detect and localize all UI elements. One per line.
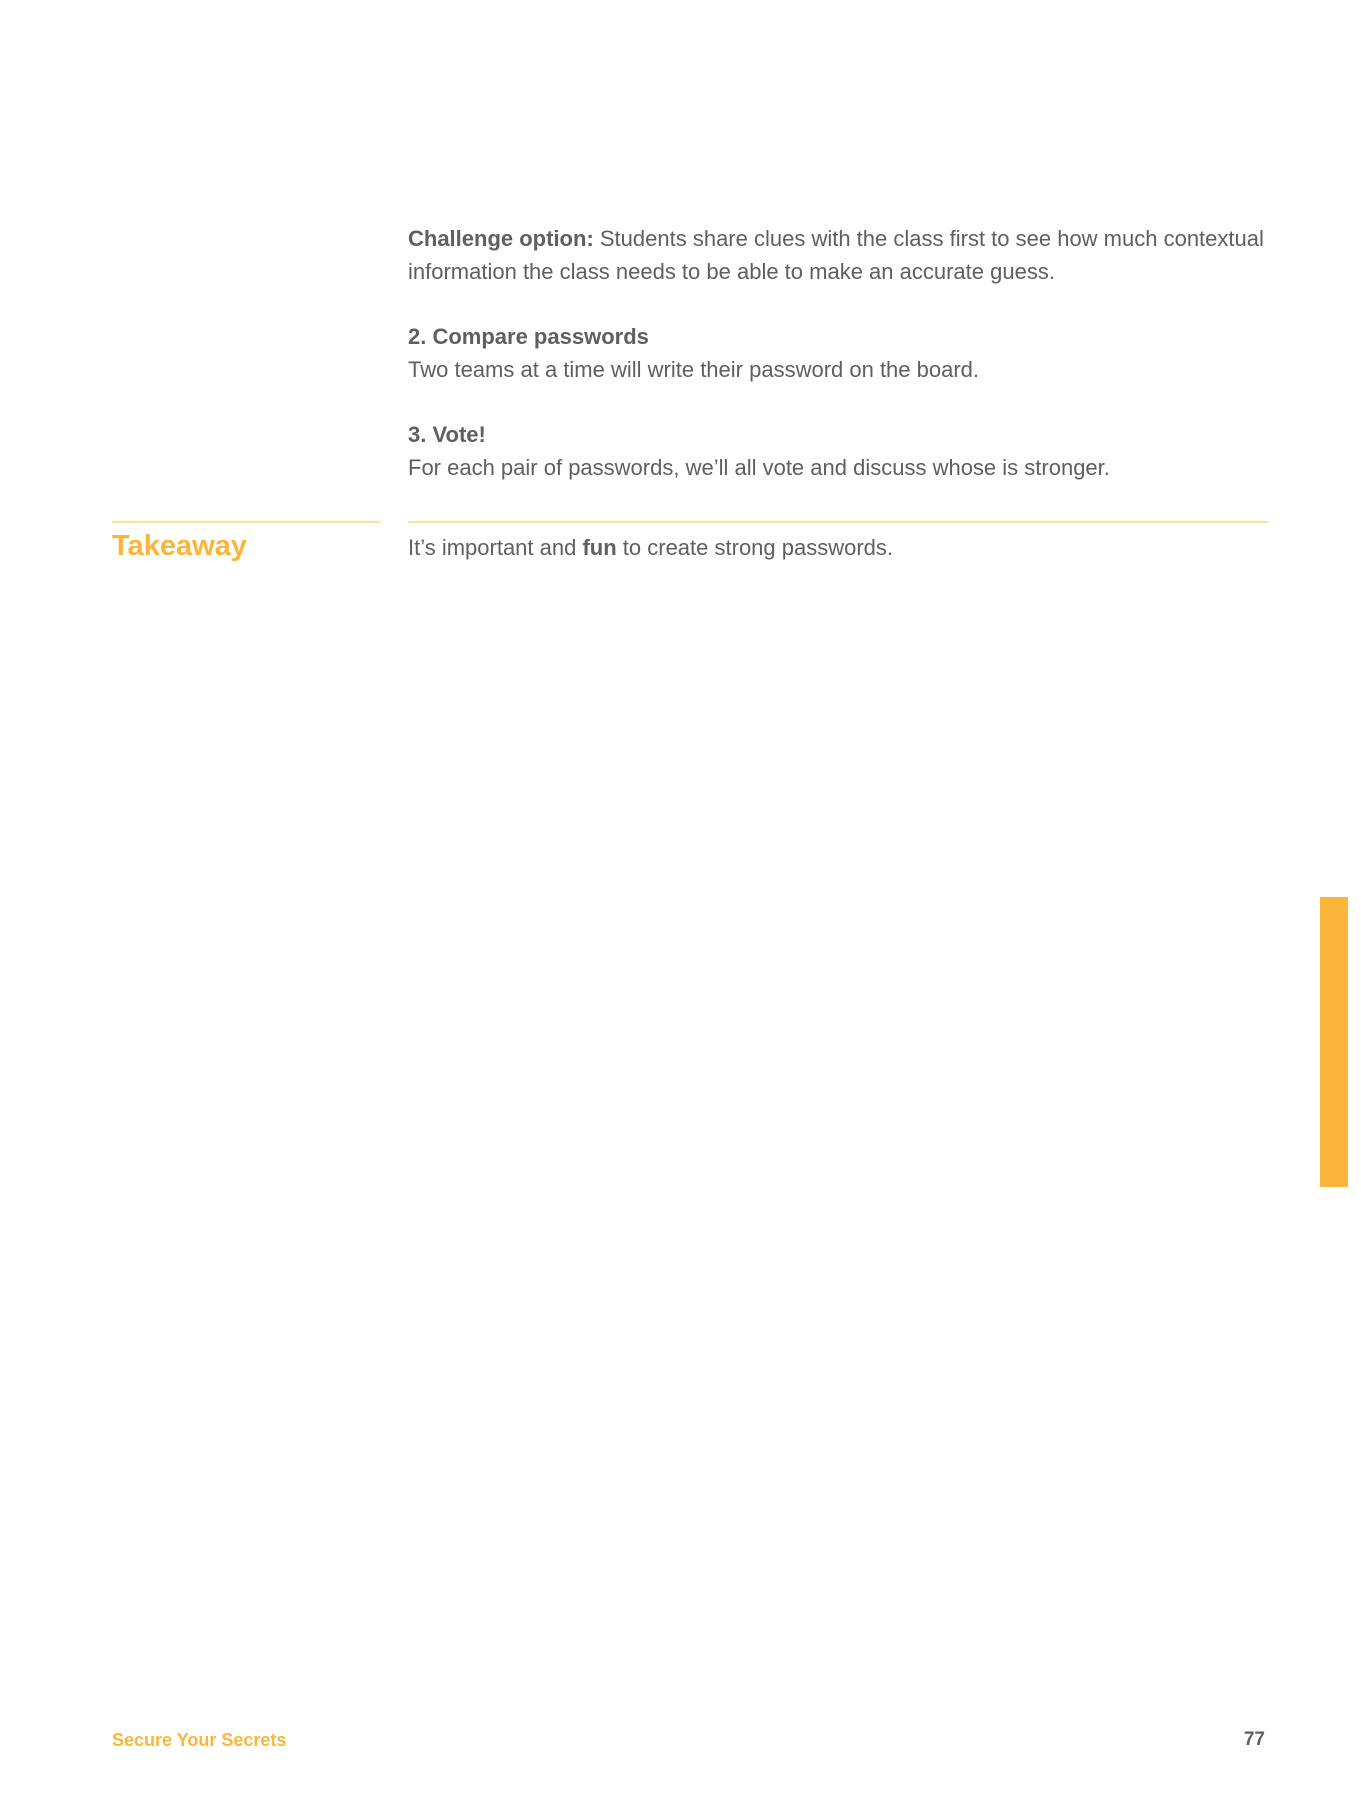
challenge-option-text: Students share clues with the class first to see how much contextual information the class needs to be able to make an accurate guess. [408,226,1264,284]
section-side-tab [1320,897,1348,1187]
takeaway-text [408,531,1268,564]
step-heading: 3. Vote! [408,422,486,447]
page-number: 77 [1243,1729,1265,1750]
takeaway-text-before: It’s important and [408,535,583,560]
takeaway-text-after: to create strong passwords. [616,535,894,560]
step-compare-passwords [408,320,1268,386]
takeaway-title: Takeaway [112,530,247,562]
takeaway-divider-left [112,521,380,523]
takeaway-text-bold: fun [582,535,617,560]
footer-title: Secure Your Secrets [112,1730,287,1750]
step-body: Two teams at a time will write their password on the board. [408,357,980,382]
takeaway-divider-right [408,521,1268,523]
step-heading: 2. Compare passwords [408,324,649,349]
challenge-option-paragraph [408,222,1268,288]
challenge-option-label: Challenge option: [408,226,594,251]
step-vote [408,418,1268,484]
step-body: For each pair of passwords, we’ll all vote and discuss whose is stronger. [408,455,1110,480]
